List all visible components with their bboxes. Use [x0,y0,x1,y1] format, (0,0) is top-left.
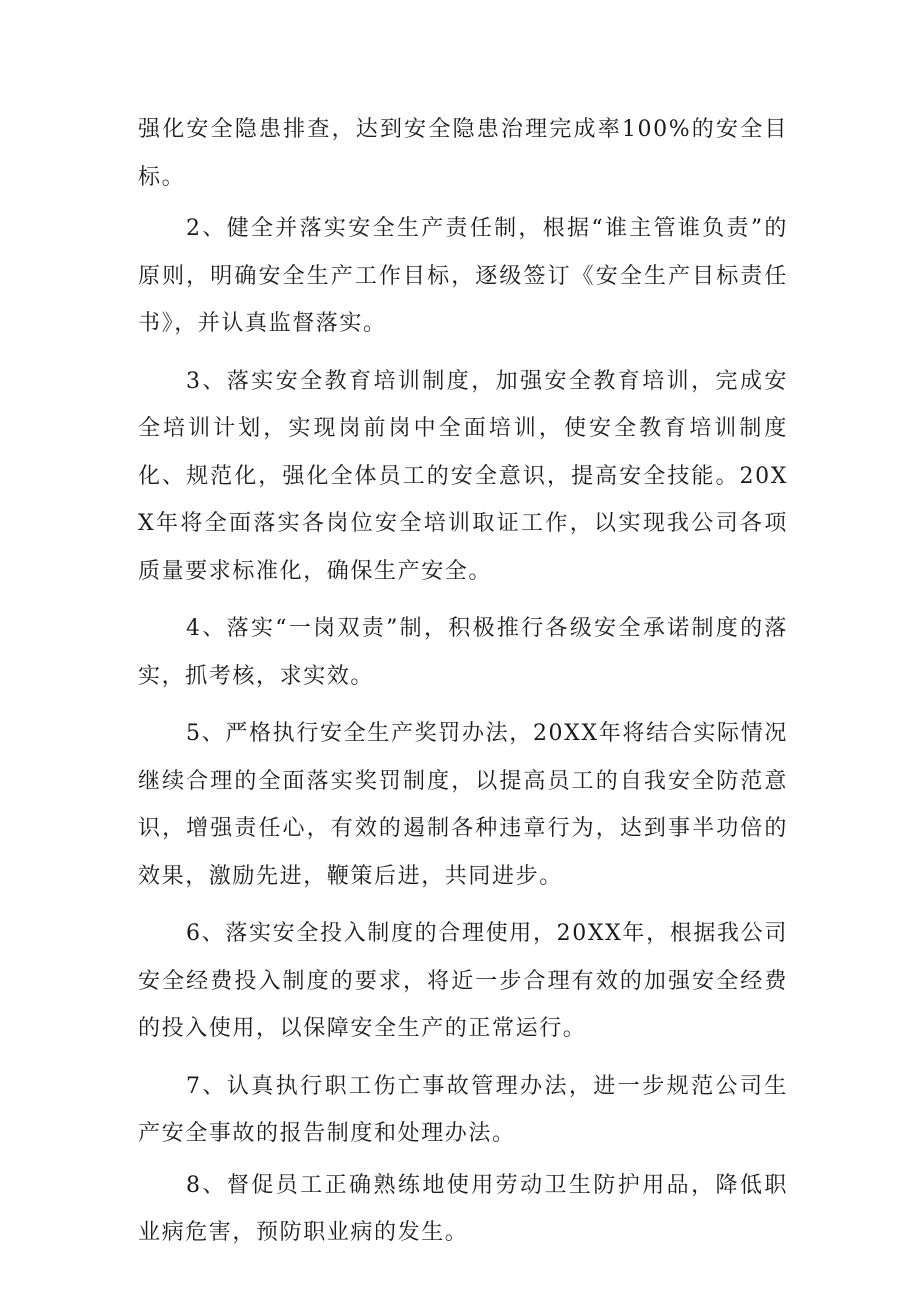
paragraph-item-4: 4、落实“一岗双责”制，积极推行各级安全承诺制度的落实，抓考核，求实效。 [138,616,788,689]
paragraph-continuation: 强化安全隐患排查，达到安全隐患治理完成率100%的安全目标。 [138,117,788,190]
document-body [138,106,788,1257]
paragraph-item-8: 8、督促员工正确熟练地使用劳动卫生防护用品，降低职业病危害，预防职业病的发生。 [138,1172,788,1245]
paragraph-item-7: 7、认真执行职工伤亡事故管理办法，进一步规范公司生产安全事故的报告制度和处理办法。 [138,1073,788,1146]
paragraph-item-3: 3、落实安全教育培训制度，加强安全教育培训，完成安全培训计划，实现岗前岗中全面培训，使安全教育培训制度化、规范化，强化全体员工的安全意识，提高安全技能。20XX年将全面落实各岗位安全培训取证工作，以实现我公司各项质量要求标准化，确保生产安全。 [138,368,788,584]
paragraph-item-5: 5、严格执行安全生产奖罚办法，20XX年将结合实际情况继续合理的全面落实奖罚制度，以提高员工的自我安全防范意识，增强责任心，有效的遏制各种违章行为，达到事半功倍的效果，激励先进，鞭策后进，共同进步。 [138,721,788,889]
paragraph-item-6: 6、落实安全投入制度的合理使用，20XX年，根据我公司安全经费投入制度的要求，将近一步合理有效的加强安全经费的投入使用，以保障安全生产的正常运行。 [138,921,788,1041]
paragraph-item-2: 2、健全并落实安全生产责任制，根据“谁主管谁负责”的原则，明确安全生产工作目标，逐级签订《安全生产目标责任书》，并认真监督落实。 [138,216,788,336]
